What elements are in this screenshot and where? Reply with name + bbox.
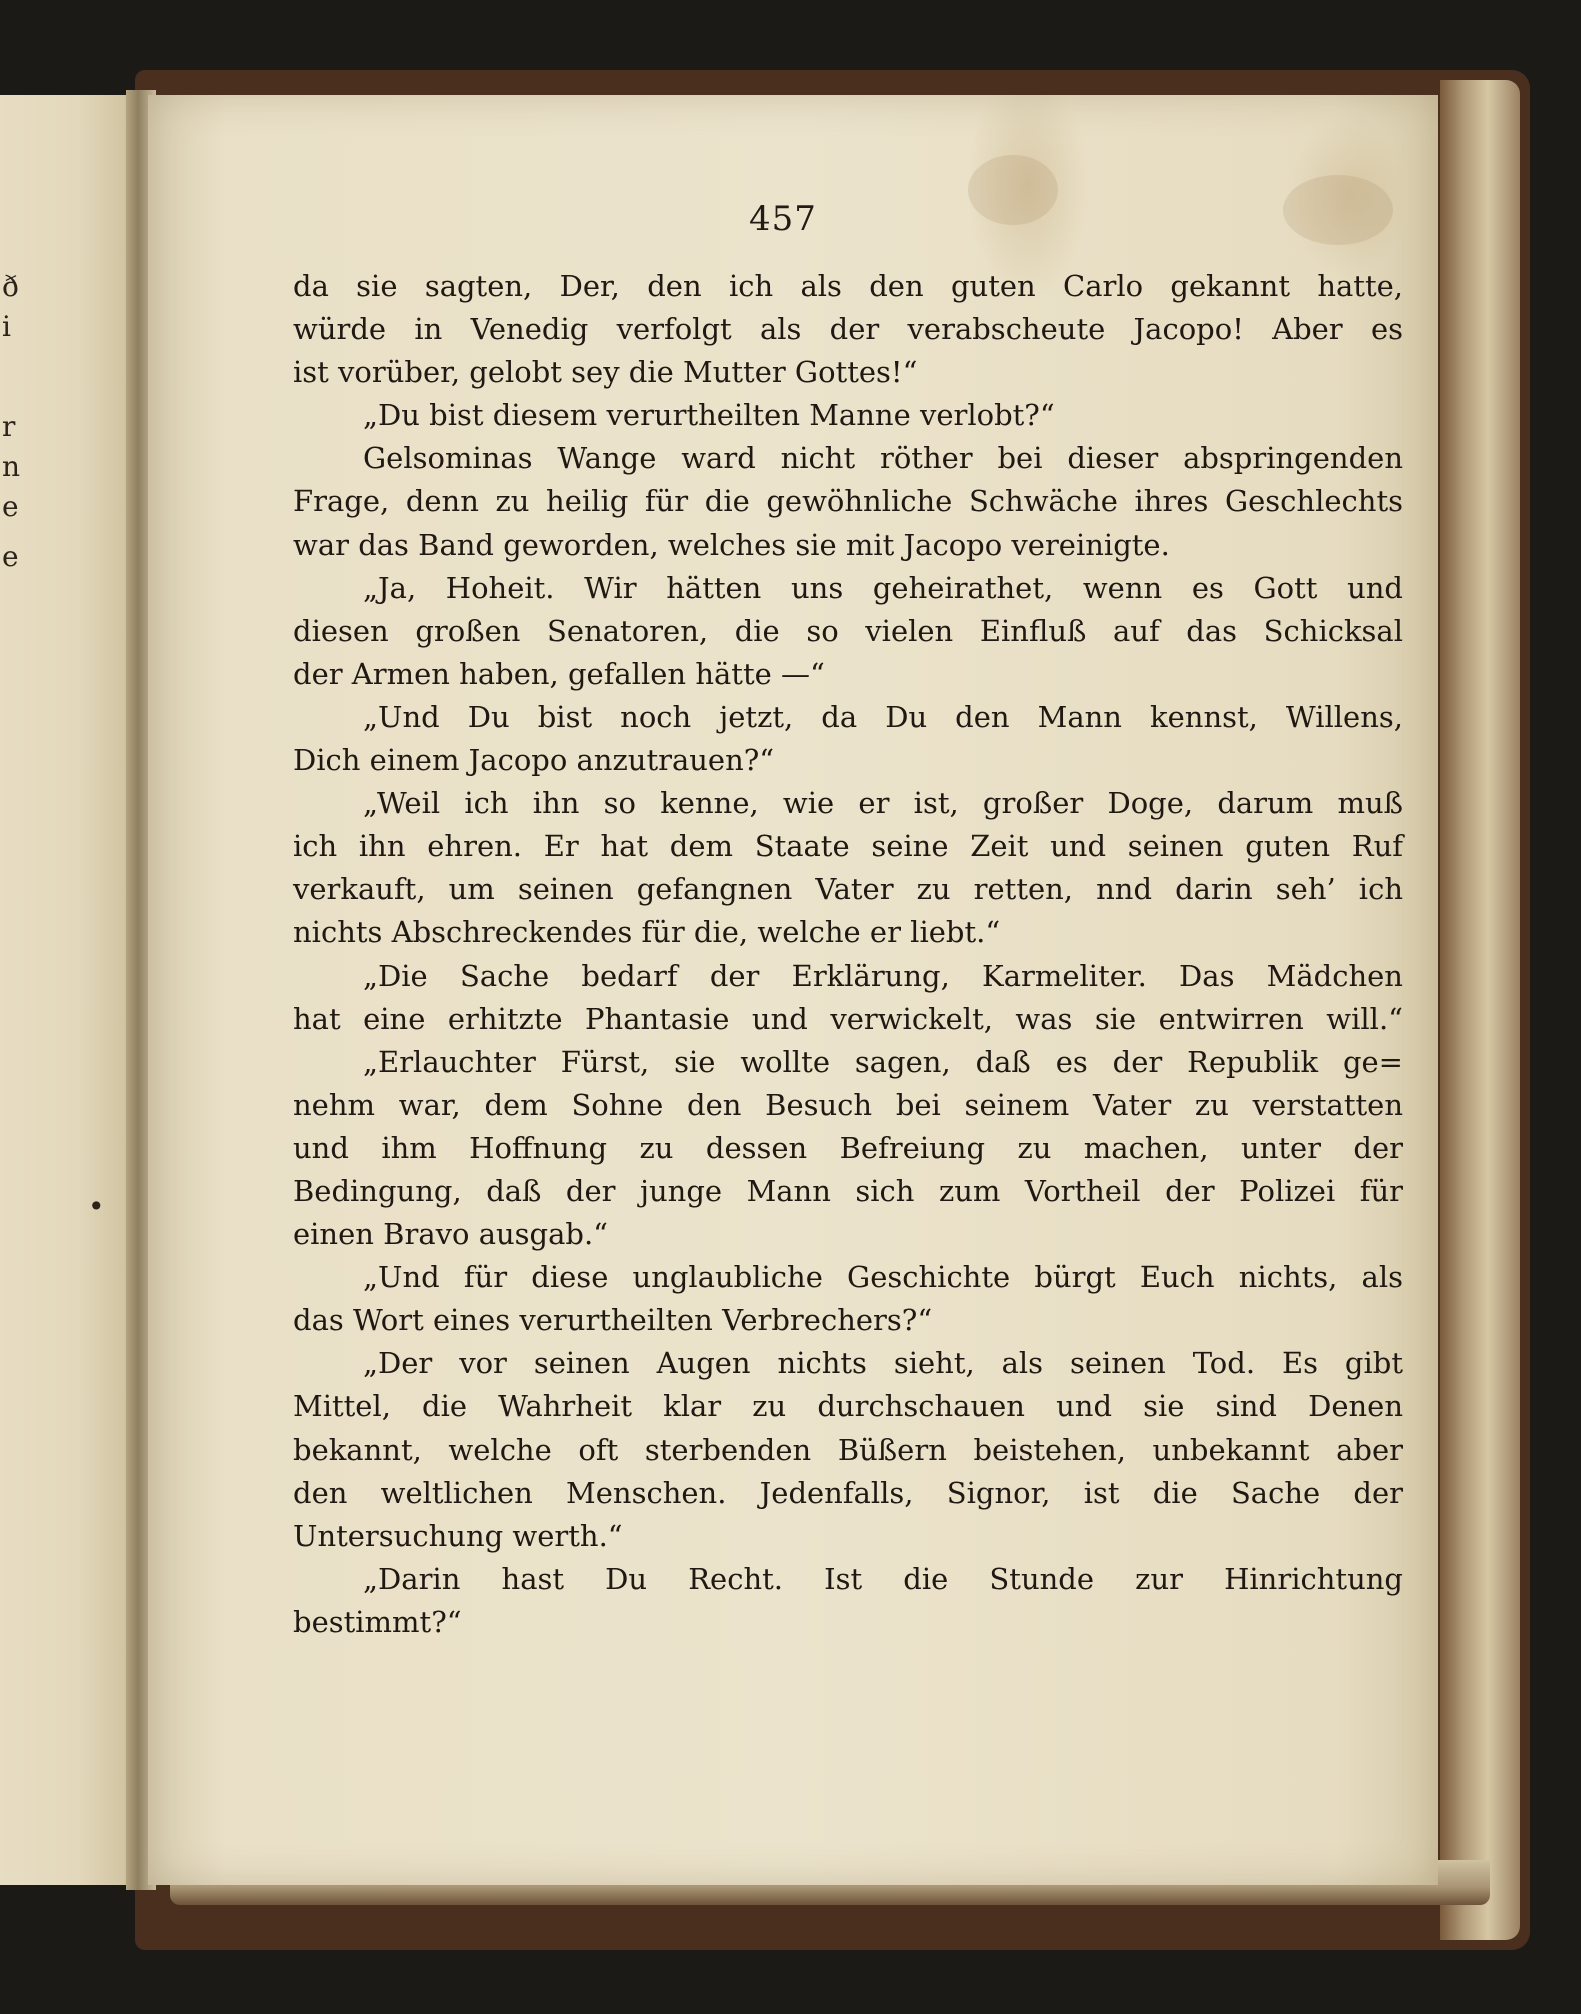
text-line: war das Band geworden, welches sie mit Jacopo vereinigte. (293, 527, 1170, 562)
text-line: ist vorüber, gelobt sey die Mutter Gottes!“ (293, 355, 918, 390)
text-line: einen Bravo ausgab.“ (293, 1217, 609, 1252)
text-line: diesen großen Senatoren, die so vielen Einfluß auf das Schicksal (293, 613, 1403, 648)
text-line: das Wort eines verurtheilten Verbrechers?“ (293, 1303, 933, 1338)
text-line: den weltlichen Menschen. Jedenfalls, Signor, ist die Sache der (293, 1475, 1403, 1510)
text-line: „Darin hast Du Recht. Ist die Stunde zur Hinrichtung (363, 1561, 1403, 1596)
left-fragment: ð (2, 270, 19, 303)
text-line: Untersuchung werth.“ (293, 1518, 623, 1553)
text-line: ich ihn ehren. Er hat dem Staate seine Zeit und seinen guten Ruf (293, 829, 1403, 864)
text-line: verkauft, um seinen gefangnen Vater zu retten, nnd darin seh’ ich (293, 872, 1403, 907)
text-line: „Erlauchter Fürst, sie wollte sagen, daß es der Republik ge= (363, 1044, 1403, 1079)
text-line: „Weil ich ihn so kenne, wie er ist, großer Doge, darum muß (363, 786, 1403, 821)
text-line: Frage, denn zu heilig für die gewöhnliche Schwäche ihres Geschlechts (293, 484, 1403, 519)
left-fragment: i (2, 310, 11, 343)
text-line: hat eine erhitzte Phantasie und verwickelt, was sie entwirren will.“ (293, 1001, 1403, 1036)
text-line: der Armen haben, gefallen hätte —“ (293, 656, 825, 691)
left-fragment: e (2, 490, 19, 523)
text-line: Mittel, die Wahrheit klar zu durchschauen und sie sind Denen (293, 1389, 1403, 1424)
left-fragment: n (2, 450, 21, 483)
page-number: 457 (749, 199, 817, 239)
left-fragment: r (2, 410, 16, 443)
text-line: „Und für diese unglaubliche Geschichte bürgt Euch nichts, als (363, 1260, 1403, 1295)
text-line: bestimmt?“ (293, 1604, 462, 1639)
text-line: da sie sagten, Der, den ich als den guten Carlo gekannt hatte, (293, 269, 1403, 303)
left-fragment: • (88, 1190, 105, 1223)
left-page-text-fragments (0, 95, 105, 1885)
text-line: bekannt, welche oft sterbenden Büßern beistehen, unbekannt aber (293, 1432, 1403, 1467)
text-line: nichts Abschreckendes für die, welche er liebt.“ (293, 915, 1001, 950)
text-line: Dich einem Jacopo anzutrauen?“ (293, 743, 775, 778)
text-line: „Die Sache bedarf der Erklärung, Karmeliter. Das Mädchen (363, 958, 1403, 993)
text-line: „Ja, Hoheit. Wir hätten uns geheirathet, wenn es Gott und (363, 570, 1403, 605)
text-line: Bedingung, daß der junge Mann sich zum Vortheil der Polizei für (293, 1173, 1403, 1208)
text-line: würde in Venedig verfolgt als der verabscheute Jacopo! Aber es (293, 312, 1403, 347)
text-line: „Du bist diesem verurtheilten Manne verlobt?“ (363, 398, 1055, 433)
right-page (148, 95, 1438, 1885)
text-line: „Der vor seinen Augen nichts sieht, als seinen Tod. Es gibt (363, 1346, 1403, 1381)
text-line: nehm war, dem Sohne den Besuch bei seinem Vater zu verstatten (293, 1087, 1403, 1122)
text-line: Gelsominas Wange ward nicht röther bei dieser abspringenden (363, 441, 1403, 476)
left-fragment: e (2, 540, 19, 573)
body-text (293, 265, 1403, 1644)
text-line: „Und Du bist noch jetzt, da Du den Mann kennst, Willens, (363, 699, 1403, 734)
text-line: und ihm Hoffnung zu dessen Befreiung zu machen, unter der (293, 1130, 1403, 1165)
book-cover-edge (1440, 80, 1520, 1940)
left-page (0, 95, 140, 1885)
